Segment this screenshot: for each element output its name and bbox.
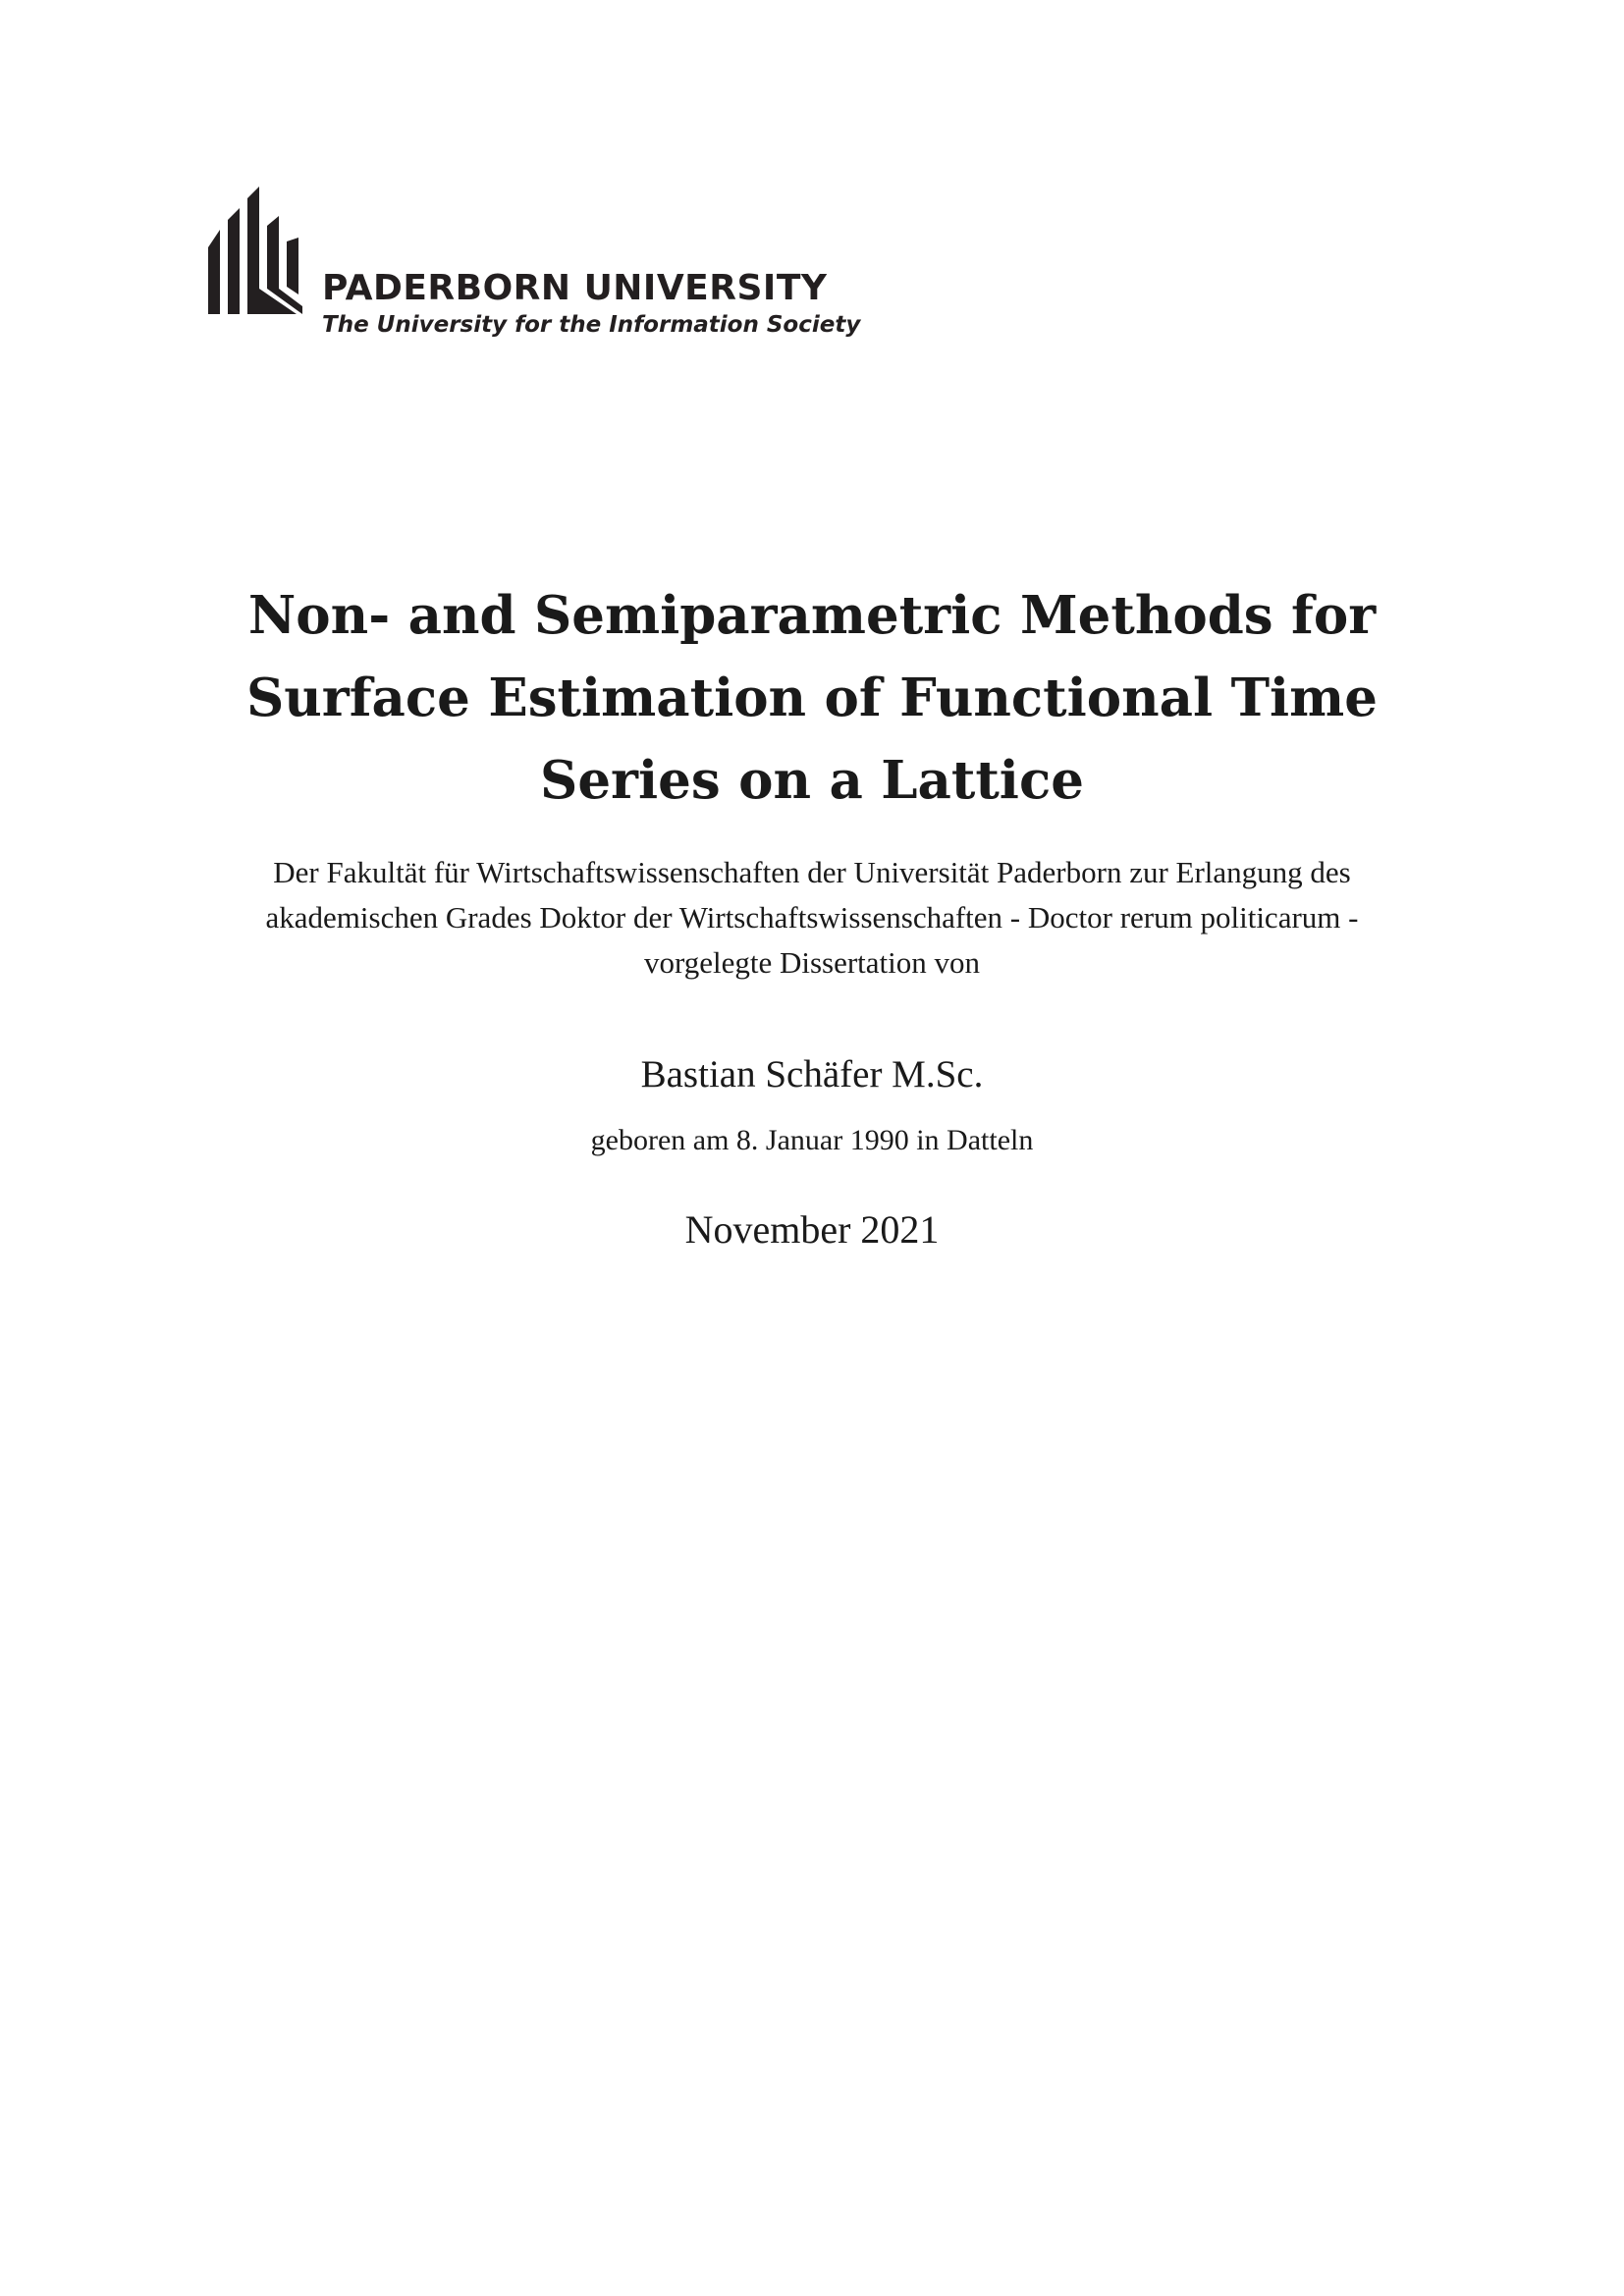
submission-line: akademischen Grades Doktor der Wirtschaftswissenschaften - Doctor rerum politicarum - [265, 900, 1359, 934]
title-line: Series on a Lattice [540, 750, 1084, 811]
submission-date: November 2021 [684, 1207, 940, 1252]
submission-line: vorgelegte Dissertation von [643, 945, 981, 980]
thesis-title [223, 574, 1401, 822]
submission-statement [174, 850, 1450, 986]
paderborn-university-logo-icon [208, 187, 306, 314]
title-line: Non- and Semiparametric Methods for [247, 585, 1377, 646]
university-logo [208, 187, 861, 348]
title-line: Surface Estimation of Functional Time [246, 667, 1378, 728]
logo-tagline: The University for the Information Society [322, 312, 861, 338]
birth-info: geboren am 8. Januar 1990 in Datteln [590, 1124, 1034, 1156]
author-name: Bastian Schäfer M.Sc. [640, 1053, 984, 1095]
logo-name: PADERBORN UNIVERSITY [322, 268, 828, 308]
submission-line: Der Fakultät für Wirtschaftswissenschaften der Universität Paderborn zur Erlangung des [273, 855, 1351, 889]
